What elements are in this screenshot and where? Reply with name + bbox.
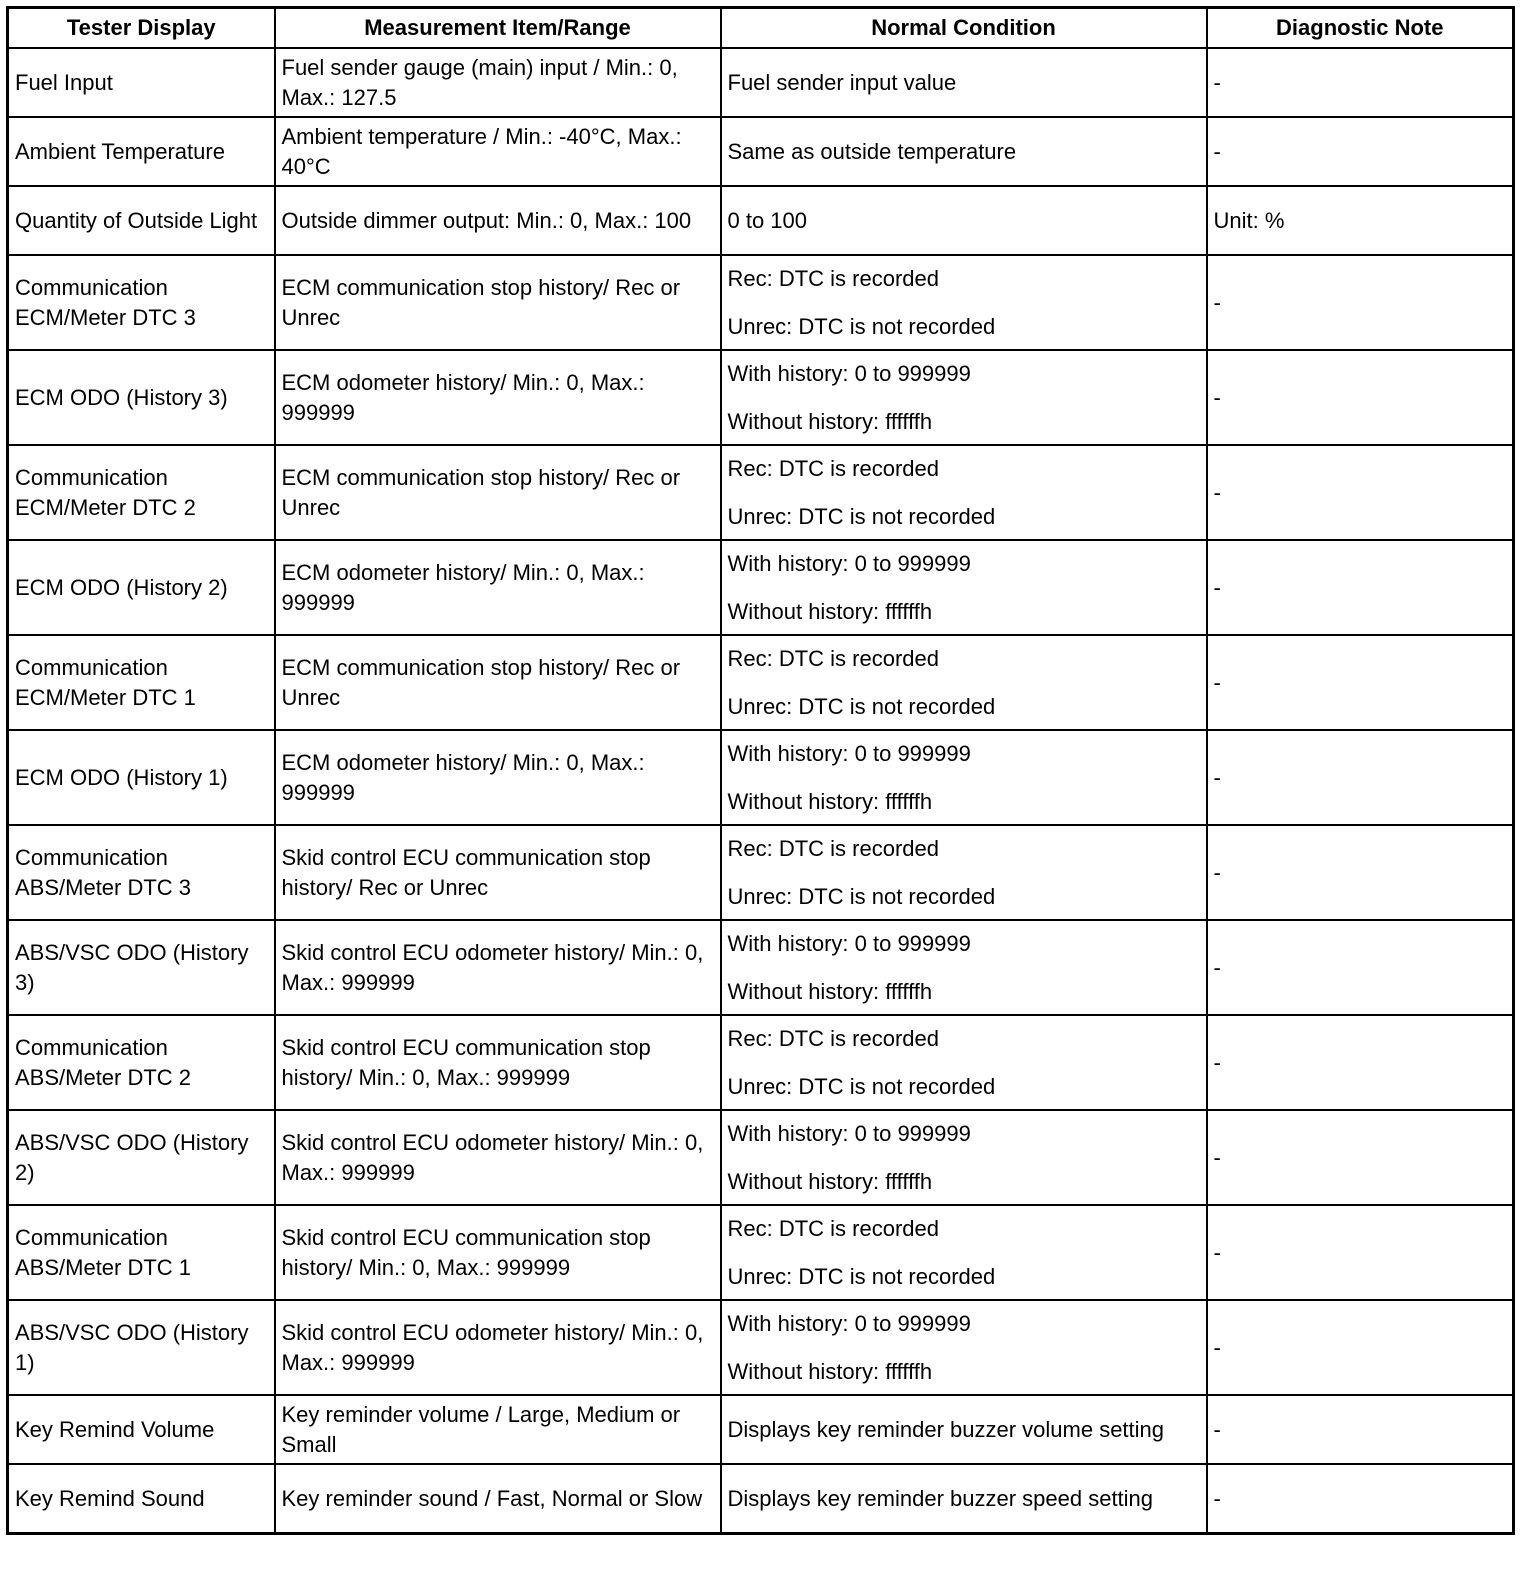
cell-normal [721,825,1207,920]
normal-line-1: Rec: DTC is recorded [727,1025,940,1051]
normal-line-2: Unrec: DTC is not recorded [727,1263,996,1289]
normal-line-2: Unrec: DTC is not recorded [727,693,996,719]
header-diagnostic-note: Diagnostic Note [1207,8,1514,49]
cell-display: Communication ECM/Meter DTC 3 [8,255,275,350]
cell-normal [721,1110,1207,1205]
cell-normal [721,540,1207,635]
normal-line-1: With history: 0 to 999999 [727,550,971,576]
cell-display: ECM ODO (History 1) [8,730,275,825]
normal-line-2: Without history: ffffffh [727,1358,933,1384]
cell-range: Key reminder sound / Fast, Normal or Slow [275,1464,721,1534]
normal-line-1: Rec: DTC is recorded [727,265,940,291]
cell-display: Fuel Input [8,48,275,117]
cell-display: Key Remind Volume [8,1395,275,1464]
cell-normal [721,1015,1207,1110]
cell-normal [721,635,1207,730]
table-row [8,350,1514,445]
cell-note: - [1207,1395,1514,1464]
normal-line-1: With history: 0 to 999999 [727,1310,971,1336]
normal-line-2: Unrec: DTC is not recorded [727,1073,996,1099]
normal-line-2: Unrec: DTC is not recorded [727,503,996,529]
cell-note: - [1207,1300,1514,1395]
table-row [8,186,1514,255]
cell-normal [721,730,1207,825]
cell-display: Key Remind Sound [8,1464,275,1534]
table-row [8,117,1514,186]
cell-display: Communication ABS/Meter DTC 3 [8,825,275,920]
normal-line-2: Without history: ffffffh [727,978,933,1004]
cell-note: - [1207,445,1514,540]
cell-display: ABS/VSC ODO (History 1) [8,1300,275,1395]
cell-note: - [1207,117,1514,186]
cell-normal [721,1205,1207,1300]
normal-line-1: With history: 0 to 999999 [727,740,971,766]
cell-display: ABS/VSC ODO (History 2) [8,1110,275,1205]
normal-line-2: Without history: ffffffh [727,408,933,434]
cell-note: - [1207,730,1514,825]
cell-normal [721,255,1207,350]
table-row [8,635,1514,730]
cell-range: Fuel sender gauge (main) input / Min.: 0, Max.: 127.5 [275,48,721,117]
cell-note: - [1207,825,1514,920]
cell-normal: 0 to 100 [721,186,1207,255]
table-row [8,540,1514,635]
normal-line-1: With history: 0 to 999999 [727,1120,971,1146]
normal-line-1: With history: 0 to 999999 [727,930,971,956]
cell-range: Skid control ECU odometer history/ Min.: 0, Max.: 999999 [275,1110,721,1205]
tester-data-table [6,6,1515,1535]
cell-normal [721,920,1207,1015]
cell-note: - [1207,920,1514,1015]
cell-note: Unit: % [1207,186,1514,255]
normal-line-1: Rec: DTC is recorded [727,1215,940,1241]
cell-range: Outside dimmer output: Min.: 0, Max.: 100 [275,186,721,255]
cell-display: Communication ABS/Meter DTC 1 [8,1205,275,1300]
normal-line-1: Rec: DTC is recorded [727,645,940,671]
header-tester-display: Tester Display [8,8,275,49]
cell-range: Skid control ECU communication stop history/ Min.: 0, Max.: 999999 [275,1205,721,1300]
cell-display: Ambient Temperature [8,117,275,186]
table-row [8,730,1514,825]
cell-range: Skid control ECU odometer history/ Min.: 0, Max.: 999999 [275,920,721,1015]
cell-normal [721,350,1207,445]
cell-note: - [1207,1015,1514,1110]
table-row [8,1205,1514,1300]
table-row [8,825,1514,920]
cell-range: Ambient temperature / Min.: -40°C, Max.: 40°C [275,117,721,186]
cell-note: - [1207,1205,1514,1300]
normal-line-1: Rec: DTC is recorded [727,455,940,481]
table-row [8,1464,1514,1534]
cell-note: - [1207,350,1514,445]
normal-line-1: With history: 0 to 999999 [727,360,971,386]
cell-normal: Fuel sender input value [721,48,1207,117]
cell-range: Key reminder volume / Large, Medium or Small [275,1395,721,1464]
header-measurement-item: Measurement Item/Range [275,8,721,49]
table-row [8,1300,1514,1395]
cell-range: Skid control ECU communication stop history/ Min.: 0, Max.: 999999 [275,1015,721,1110]
cell-note: - [1207,540,1514,635]
table-row [8,1110,1514,1205]
cell-note: - [1207,1110,1514,1205]
cell-range: ECM odometer history/ Min.: 0, Max.: 999999 [275,540,721,635]
cell-range: Skid control ECU odometer history/ Min.: 0, Max.: 999999 [275,1300,721,1395]
table-row [8,445,1514,540]
cell-normal: Same as outside temperature [721,117,1207,186]
normal-line-2: Without history: ffffffh [727,788,933,814]
normal-line-2: Unrec: DTC is not recorded [727,313,996,339]
cell-note: - [1207,1464,1514,1534]
cell-note: - [1207,255,1514,350]
cell-display: Quantity of Outside Light [8,186,275,255]
header-normal-condition: Normal Condition [721,8,1207,49]
table-row [8,255,1514,350]
table-row [8,1395,1514,1464]
cell-display: Communication ECM/Meter DTC 1 [8,635,275,730]
cell-range: ECM odometer history/ Min.: 0, Max.: 999999 [275,350,721,445]
cell-normal: Displays key reminder buzzer volume setting [721,1395,1207,1464]
cell-normal [721,445,1207,540]
normal-line-2: Without history: ffffffh [727,1168,933,1194]
table-row [8,48,1514,117]
header-row [8,8,1514,49]
cell-range: Skid control ECU communication stop history/ Rec or Unrec [275,825,721,920]
cell-display: ECM ODO (History 3) [8,350,275,445]
cell-note: - [1207,635,1514,730]
cell-range: ECM communication stop history/ Rec or Unrec [275,635,721,730]
table-row [8,920,1514,1015]
cell-normal: Displays key reminder buzzer speed setting [721,1464,1207,1534]
cell-display: ECM ODO (History 2) [8,540,275,635]
cell-normal [721,1300,1207,1395]
cell-range: ECM odometer history/ Min.: 0, Max.: 999999 [275,730,721,825]
table-row [8,1015,1514,1110]
cell-display: Communication ABS/Meter DTC 2 [8,1015,275,1110]
cell-range: ECM communication stop history/ Rec or Unrec [275,445,721,540]
normal-line-2: Without history: ffffffh [727,598,933,624]
cell-display: ABS/VSC ODO (History 3) [8,920,275,1015]
normal-line-1: Rec: DTC is recorded [727,835,940,861]
cell-range: ECM communication stop history/ Rec or Unrec [275,255,721,350]
cell-note: - [1207,48,1514,117]
normal-line-2: Unrec: DTC is not recorded [727,883,996,909]
cell-display: Communication ECM/Meter DTC 2 [8,445,275,540]
